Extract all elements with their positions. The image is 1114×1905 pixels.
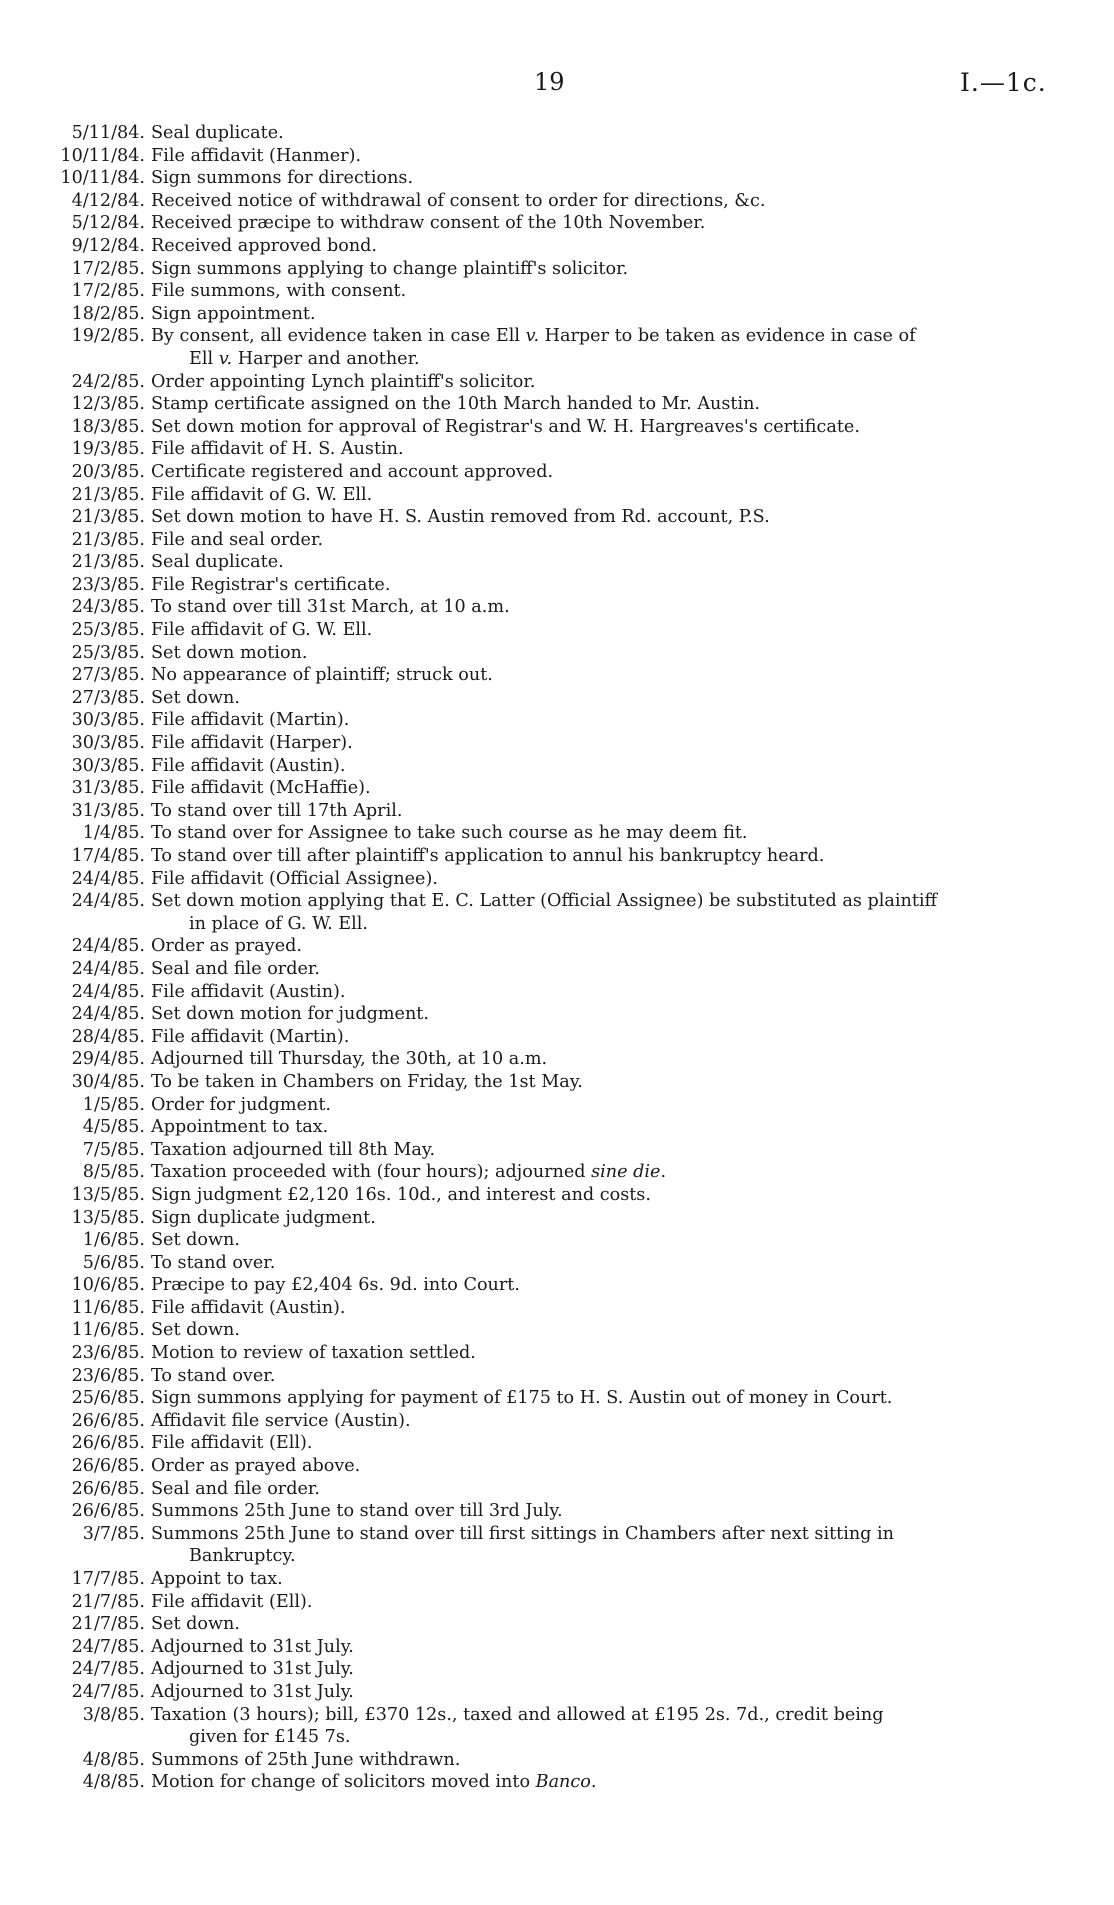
entry-date: 18/2/85. — [71, 303, 145, 324]
entry-text-main: Sign judgment £2,120 16s. 10d., and interest and costs. — [151, 1184, 651, 1205]
entry-date: 18/3/85. — [71, 416, 145, 437]
entry-text — [145, 438, 1056, 461]
docket-entry — [0, 1387, 1114, 1410]
entry-date: 13/5/85. — [71, 1207, 145, 1228]
entry-date: 27/3/85. — [71, 687, 145, 708]
entry-text-main: Received præcipe to withdraw consent of the 10th November. — [151, 213, 706, 234]
entry-text-italic: v. — [525, 326, 540, 347]
docket-entry — [0, 958, 1114, 981]
entry-text-part: . — [660, 1162, 667, 1183]
entry-text-main: Sign summons for directions. — [151, 168, 414, 189]
entry-text — [145, 664, 1056, 687]
entry-date: 3/8/85. — [82, 1704, 145, 1725]
entry-text-main: To be taken in Chambers on Friday, the 1st May. — [151, 1071, 583, 1092]
docket-entry — [0, 1771, 1114, 1794]
entry-text — [145, 1207, 1056, 1230]
docket-entry — [0, 371, 1114, 394]
docket-entry — [0, 1591, 1114, 1614]
entry-date: 21/7/85. — [71, 1614, 145, 1635]
entry-text — [145, 1704, 1056, 1749]
entry-text — [145, 212, 1056, 235]
entry-text — [145, 732, 1056, 755]
entry-date: 19/2/85. — [71, 326, 145, 347]
document-reference: I.—1c. — [960, 68, 1047, 97]
entry-text-main: To stand over. — [151, 1365, 276, 1386]
entry-text-main: To stand over till after plaintiff's application to annul his bankruptcy heard. — [151, 846, 825, 866]
entry-date: 31/3/85. — [71, 778, 145, 799]
entry-text-main: Adjourned till Thursday, the 30th, at 10 a.m. — [151, 1049, 548, 1070]
entry-date: 4/5/85. — [82, 1117, 145, 1138]
entry-text-main: File affidavit (Austin). — [151, 755, 346, 776]
docket-entry — [0, 1365, 1114, 1388]
entry-date: 24/2/85. — [71, 371, 145, 392]
docket-entry — [0, 1274, 1114, 1297]
entry-text — [145, 416, 1056, 439]
entry-text — [145, 1455, 1056, 1478]
entry-date: 24/7/85. — [71, 1659, 145, 1680]
entry-text — [145, 574, 1056, 597]
entry-text-main: To stand over for Assignee to take such course as he may deem fit. — [151, 823, 748, 844]
entry-date: 21/3/85. — [71, 507, 145, 528]
entry-text — [145, 167, 1056, 190]
entry-continuation: given for £145 7s. — [189, 1727, 351, 1748]
entry-date: 17/7/85. — [71, 1569, 145, 1589]
entry-text — [145, 1229, 1056, 1252]
entry-date: 17/2/85. — [71, 258, 145, 279]
entry-text-main: To stand over till 31st March, at 10 a.m. — [151, 597, 510, 618]
entry-text — [145, 1478, 1056, 1501]
page-number: 19 — [534, 68, 565, 96]
docket-entry — [0, 461, 1114, 484]
entry-text-main: Seal and file order. — [151, 958, 320, 979]
entry-text — [145, 1387, 1056, 1410]
entry-text-main: Adjourned to 31st July. — [151, 1636, 354, 1657]
docket-entry — [0, 642, 1114, 665]
entry-text-main: File affidavit (Harper). — [151, 733, 353, 754]
entry-text — [145, 1274, 1056, 1297]
entry-text — [145, 709, 1056, 732]
entry-text — [145, 529, 1056, 552]
entry-text — [145, 122, 1056, 145]
entry-date: 10/11/84. — [60, 145, 145, 166]
docket-entry — [0, 1048, 1114, 1071]
entry-date: 7/5/85. — [82, 1139, 145, 1160]
entry-text-main: File Registrar's certificate. — [151, 574, 391, 595]
entry-date: 20/3/85. — [71, 461, 145, 482]
entry-date: 26/6/85. — [71, 1433, 145, 1454]
docket-entry — [0, 235, 1114, 258]
docket-entry — [0, 1410, 1114, 1433]
docket-entry — [0, 122, 1114, 145]
docket-entry — [0, 1207, 1114, 1230]
entry-text-main: Order for judgment. — [151, 1094, 332, 1115]
entry-text — [145, 1613, 1056, 1636]
entry-text — [145, 371, 1056, 394]
docket-entry — [0, 551, 1114, 574]
entry-text — [145, 1003, 1056, 1026]
docket-entry — [0, 596, 1114, 619]
entry-text — [145, 958, 1056, 981]
entry-text-main: File summons, with consent. — [151, 281, 407, 302]
docket-entry — [0, 1658, 1114, 1681]
entry-date: 13/5/85. — [71, 1184, 145, 1205]
docket-entry — [0, 280, 1114, 303]
entry-text-main: Received notice of withdrawal of consent to order for directions, &c. — [151, 190, 766, 211]
entry-text — [145, 1184, 1056, 1207]
docket-entry — [0, 574, 1114, 597]
entry-text — [145, 1749, 1056, 1772]
entry-text — [145, 1500, 1056, 1523]
docket-entry — [0, 822, 1114, 845]
entry-text-main: Set down motion to have H. S. Austin removed from Rd. account, P.S. — [151, 507, 770, 528]
entry-text-main: File affidavit (Ell). — [151, 1433, 313, 1454]
entry-date: 24/3/85. — [71, 597, 145, 618]
entry-date: 23/6/85. — [71, 1365, 145, 1386]
entry-text-main: Affidavit file service (Austin). — [151, 1410, 411, 1431]
entry-text — [145, 1771, 1056, 1794]
docket-entry — [0, 709, 1114, 732]
entry-text-main: Received approved bond. — [151, 235, 378, 256]
docket-entry — [0, 529, 1114, 552]
entry-date: 24/4/85. — [71, 891, 145, 912]
docket-entry — [0, 777, 1114, 800]
entry-continuation-part: Harper and another. — [232, 348, 420, 369]
entry-date: 30/3/85. — [71, 710, 145, 731]
entry-text-main: Sign summons applying for payment of £175 to H. S. Austin out of money in Court. — [151, 1388, 893, 1409]
entry-text — [145, 642, 1056, 665]
entry-text-main: Taxation (3 hours); bill, £370 12s., taxed and allowed at £195 2s. 7d., credit being — [151, 1704, 884, 1725]
docket-entry — [0, 868, 1114, 891]
entry-date: 1/5/85. — [82, 1094, 145, 1115]
docket-entry — [0, 303, 1114, 326]
entry-text — [145, 1568, 1056, 1591]
entry-text-main: To stand over. — [151, 1252, 276, 1273]
docket-entries — [0, 122, 1114, 1794]
entry-date: 10/6/85. — [71, 1275, 145, 1296]
entry-text-italic: Banco — [535, 1772, 591, 1793]
docket-entry — [0, 325, 1114, 370]
entry-text-main: Seal duplicate. — [151, 123, 284, 143]
entry-text-main: File affidavit (Austin). — [151, 981, 346, 1002]
docket-entry — [0, 1229, 1114, 1252]
entry-date: 4/8/85. — [82, 1749, 145, 1770]
entry-text-part: Motion for change of solicitors moved into — [151, 1772, 536, 1793]
entry-date: 5/11/84. — [71, 123, 145, 143]
entry-text-main: To stand over till 17th April. — [151, 800, 403, 821]
entry-text — [145, 1116, 1056, 1139]
entry-text — [145, 1139, 1056, 1162]
docket-entry — [0, 755, 1114, 778]
entry-text-main: Order as prayed above. — [151, 1456, 361, 1477]
docket-entry — [0, 687, 1114, 710]
docket-entry — [0, 1342, 1114, 1365]
entry-text-main: File affidavit (Hanmer). — [151, 145, 362, 166]
entry-date: 29/4/85. — [71, 1049, 145, 1070]
entry-text-main: Stamp certificate assigned on the 10th March handed to Mr. Austin. — [151, 394, 761, 415]
docket-entry — [0, 1749, 1114, 1772]
entry-date: 19/3/85. — [71, 439, 145, 460]
docket-entry — [0, 619, 1114, 642]
entry-text-main: File affidavit (McHaffie). — [151, 778, 371, 799]
entry-text — [145, 981, 1056, 1004]
docket-entry — [0, 1003, 1114, 1026]
docket-entry — [0, 145, 1114, 168]
docket-entry — [0, 506, 1114, 529]
docket-entry — [0, 800, 1114, 823]
entry-text-italic: sine die — [591, 1162, 661, 1183]
docket-entry — [0, 732, 1114, 755]
entry-text-main: Summons of 25th June withdrawn. — [151, 1749, 461, 1770]
entry-date: 1/4/85. — [82, 823, 145, 844]
entry-text-main: File affidavit of H. S. Austin. — [151, 439, 404, 460]
entry-text-main: File affidavit (Martin). — [151, 1026, 350, 1047]
entry-text — [145, 1026, 1056, 1049]
entry-text — [145, 484, 1056, 507]
entry-date: 5/12/84. — [71, 213, 145, 234]
entry-text-main: Order appointing Lynch plaintiff's solicitor. — [151, 371, 536, 392]
entry-text — [145, 325, 1056, 370]
entry-text — [145, 1410, 1056, 1433]
entry-text-main: Adjourned to 31st July. — [151, 1659, 354, 1680]
entry-date: 9/12/84. — [71, 235, 145, 256]
entry-text-main: Summons 25th June to stand over till first sittings in Chambers after next sitting in — [151, 1523, 894, 1544]
docket-entry — [0, 1636, 1114, 1659]
docket-entry — [0, 1094, 1114, 1117]
entry-text — [145, 235, 1056, 258]
entry-text — [145, 890, 1056, 935]
docket-entry — [0, 1704, 1114, 1749]
entry-text-main: Sign duplicate judgment. — [151, 1207, 376, 1228]
entry-text — [145, 619, 1056, 642]
entry-text — [145, 393, 1056, 416]
docket-entry — [0, 935, 1114, 958]
entry-text — [145, 258, 1056, 281]
entry-date: 25/6/85. — [71, 1388, 145, 1409]
entry-text-main: Appointment to tax. — [151, 1117, 329, 1138]
docket-entry — [0, 1116, 1114, 1139]
entry-continuation: in place of G. W. Ell. — [189, 913, 368, 934]
entry-date: 25/3/85. — [71, 642, 145, 663]
docket-entry — [0, 1500, 1114, 1523]
docket-entry — [0, 1432, 1114, 1455]
entry-date: 21/7/85. — [71, 1591, 145, 1612]
entry-text-part: By consent, all evidence taken in case Ell — [151, 326, 526, 347]
entry-date: 21/3/85. — [71, 552, 145, 573]
entry-date: 5/6/85. — [82, 1252, 145, 1273]
entry-text-main: Sign summons applying to change plaintiff's solicitor. — [151, 258, 629, 279]
entry-text-part: Taxation proceeded with (four hours); adjourned — [151, 1162, 592, 1183]
entry-text — [145, 303, 1056, 326]
docket-entry — [0, 845, 1114, 868]
docket-entry — [0, 1071, 1114, 1094]
entry-date: 24/4/85. — [71, 958, 145, 979]
docket-entry — [0, 1319, 1114, 1342]
entry-text — [145, 190, 1056, 213]
docket-entry — [0, 1478, 1114, 1501]
entry-continuation-part: Ell — [189, 348, 219, 369]
docket-entry — [0, 1613, 1114, 1636]
entry-date: 26/6/85. — [71, 1410, 145, 1431]
entry-text — [145, 1432, 1056, 1455]
entry-text — [145, 551, 1056, 574]
entry-date: 4/8/85. — [82, 1772, 145, 1793]
entry-text — [145, 1161, 1056, 1184]
entry-text-main: Set down motion. — [151, 642, 308, 663]
entry-text-main: File affidavit (Ell). — [151, 1591, 313, 1612]
entry-text — [145, 822, 1056, 845]
entry-date: 24/4/85. — [71, 936, 145, 957]
docket-entry — [0, 167, 1114, 190]
entry-date: 28/4/85. — [71, 1026, 145, 1047]
entry-date: 17/2/85. — [71, 281, 145, 302]
entry-date: 24/7/85. — [71, 1636, 145, 1657]
entry-text-main: Set down. — [151, 1614, 240, 1635]
entry-text — [145, 687, 1056, 710]
entry-text-main: Appoint to tax. — [151, 1569, 283, 1589]
entry-date: 23/6/85. — [71, 1343, 145, 1364]
entry-text-main: File affidavit (Official Assignee). — [151, 868, 438, 889]
entry-text-main: File affidavit of G. W. Ell. — [151, 484, 373, 505]
entry-text-main: Set down. — [151, 1230, 240, 1251]
entry-text — [145, 506, 1056, 529]
entry-date: 24/4/85. — [71, 981, 145, 1002]
docket-entry — [0, 438, 1114, 461]
entry-text — [145, 755, 1056, 778]
entry-text-main: Adjourned to 31st July. — [151, 1681, 354, 1702]
entry-text — [145, 1071, 1056, 1094]
docket-entry — [0, 1184, 1114, 1207]
entry-date: 12/3/85. — [71, 394, 145, 415]
entry-text — [145, 1636, 1056, 1659]
entry-text — [145, 1048, 1056, 1071]
entry-text — [145, 145, 1056, 168]
entry-text — [145, 1297, 1056, 1320]
entry-date: 10/11/84. — [60, 168, 145, 189]
entry-text — [145, 461, 1056, 484]
entry-date: 27/3/85. — [71, 665, 145, 686]
entry-date: 17/4/85. — [71, 846, 145, 866]
entry-date: 30/3/85. — [71, 733, 145, 754]
entry-text — [145, 1342, 1056, 1365]
entry-text — [145, 1591, 1056, 1614]
entry-text — [145, 1681, 1056, 1704]
docket-entry — [0, 484, 1114, 507]
entry-date: 26/6/85. — [71, 1501, 145, 1522]
docket-entry — [0, 1681, 1114, 1704]
entry-text — [145, 1319, 1056, 1342]
entry-date: 24/7/85. — [71, 1681, 145, 1702]
docket-entry — [0, 416, 1114, 439]
entry-text-main: Set down. — [151, 1320, 240, 1341]
docket-entry — [0, 981, 1114, 1004]
entry-date: 25/3/85. — [71, 620, 145, 641]
entry-date: 8/5/85. — [82, 1162, 145, 1183]
entry-text — [145, 800, 1056, 823]
entry-date: 11/6/85. — [71, 1320, 145, 1341]
entry-text — [145, 280, 1056, 303]
entry-date: 11/6/85. — [71, 1297, 145, 1318]
entry-date: 31/3/85. — [71, 800, 145, 821]
entry-text — [145, 868, 1056, 891]
entry-date: 24/4/85. — [71, 868, 145, 889]
entry-text-main: Set down. — [151, 687, 240, 708]
entry-text-main: File and seal order. — [151, 529, 324, 550]
entry-text-main: Sign appointment. — [151, 303, 316, 324]
entry-text-main: File affidavit of G. W. Ell. — [151, 620, 373, 641]
entry-text-main: Seal duplicate. — [151, 552, 284, 573]
entry-date: 21/3/85. — [71, 484, 145, 505]
entry-text — [145, 1658, 1056, 1681]
docket-entry — [0, 1252, 1114, 1275]
entry-text-main: Set down motion for judgment. — [151, 1004, 429, 1025]
entry-text-main: No appearance of plaintiff; struck out. — [151, 665, 493, 686]
entry-text — [145, 1252, 1056, 1275]
docket-entry — [0, 1161, 1114, 1184]
docket-entry — [0, 664, 1114, 687]
docket-entry — [0, 190, 1114, 213]
docket-entry — [0, 1026, 1114, 1049]
docket-entry — [0, 890, 1114, 935]
entry-text-main: Præcipe to pay £2,404 6s. 9d. into Court. — [151, 1275, 520, 1296]
entry-text — [145, 1523, 1056, 1568]
entry-text-main: File affidavit (Martin). — [151, 710, 350, 731]
entry-text-main: Set down motion for approval of Registrar's and W. H. Hargreaves's certificate. — [151, 416, 860, 437]
entry-text — [145, 935, 1056, 958]
entry-text — [145, 777, 1056, 800]
entry-text-main: Certificate registered and account approved. — [151, 461, 554, 482]
docket-entry — [0, 1297, 1114, 1320]
docket-entry — [0, 212, 1114, 235]
docket-entry — [0, 1523, 1114, 1568]
entry-continuation: Bankruptcy. — [189, 1546, 296, 1567]
entry-continuation-italic: v. — [218, 348, 233, 369]
entry-text-main: Set down motion applying that E. C. Latter (Official Assignee) be substituted as plaintiff — [151, 891, 938, 912]
entry-text — [145, 1365, 1056, 1388]
entry-text — [145, 1094, 1056, 1117]
entry-text-main: Summons 25th June to stand over till 3rd July. — [151, 1501, 563, 1522]
docket-entry — [0, 1568, 1114, 1591]
entry-text-main: Seal and file order. — [151, 1478, 320, 1499]
entry-text-main: Taxation adjourned till 8th May. — [151, 1139, 436, 1160]
entry-date: 26/6/85. — [71, 1456, 145, 1477]
docket-entry — [0, 393, 1114, 416]
entry-date: 30/4/85. — [71, 1071, 145, 1092]
docket-entry — [0, 258, 1114, 281]
entry-date: 26/6/85. — [71, 1478, 145, 1499]
entry-text — [145, 596, 1056, 619]
entry-text-part: Harper to be taken as evidence in case of — [539, 326, 916, 347]
entry-date: 1/6/85. — [82, 1230, 145, 1251]
entry-date: 4/12/84. — [71, 190, 145, 211]
entry-date: 21/3/85. — [71, 529, 145, 550]
entry-text-part: . — [590, 1772, 597, 1793]
entry-text-main: File affidavit (Austin). — [151, 1297, 346, 1318]
entry-date: 3/7/85. — [82, 1523, 145, 1544]
entry-text — [145, 845, 1056, 868]
entry-continuation — [151, 348, 1056, 371]
entry-date: 23/3/85. — [71, 574, 145, 595]
entry-text-main: Order as prayed. — [151, 936, 302, 957]
entry-date: 30/3/85. — [71, 755, 145, 776]
docket-entry — [0, 1455, 1114, 1478]
docket-entry — [0, 1139, 1114, 1162]
entry-date: 24/4/85. — [71, 1004, 145, 1025]
entry-text-main: Motion to review of taxation settled. — [151, 1343, 476, 1364]
